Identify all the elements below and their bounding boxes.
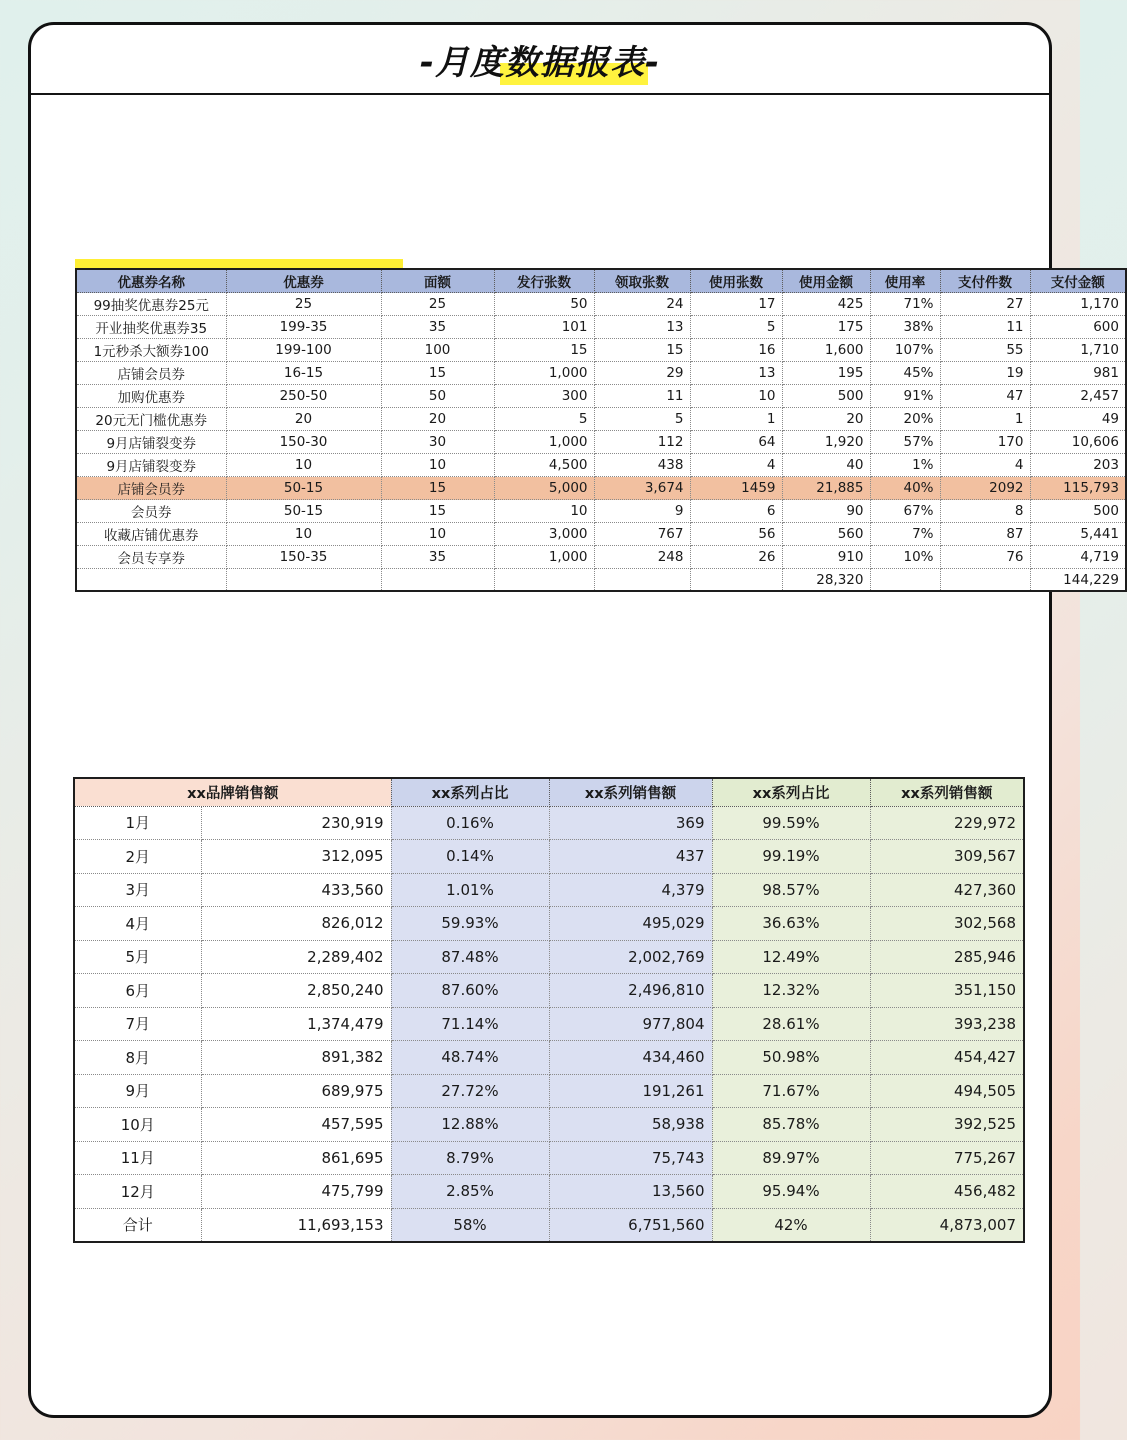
sales-cell-series2_pct-r5: 12.32%: [712, 974, 870, 1008]
sales-cell-brand_sales-r0: 230,919: [201, 806, 391, 840]
coupon-cell-r10-c9: 5,441: [1030, 523, 1126, 546]
coupon-cell-r11-c2: 35: [381, 546, 494, 569]
coupon-cell-r4-c6: 500: [782, 385, 870, 408]
coupon-cell-r8-c2: 15: [381, 477, 494, 500]
coupon-cell-r10-c4: 767: [594, 523, 690, 546]
sales-cell-series2_pct-r10: 89.97%: [712, 1141, 870, 1175]
sales-cell-series1_sales-r7: 434,460: [549, 1041, 712, 1075]
sales-cell-series2_pct-r4: 12.49%: [712, 940, 870, 974]
coupon-total-cell-6: 28,320: [782, 569, 870, 592]
coupon-table-row: [76, 454, 1126, 477]
coupon-cell-r11-c8: 76: [940, 546, 1030, 569]
coupon-col-header-4: 领取张数: [594, 269, 690, 293]
sales-cell-series2_sales-r11: 456,482: [870, 1175, 1024, 1209]
sales-cell-series2_pct-r7: 50.98%: [712, 1041, 870, 1075]
coupon-cell-r10-c3: 3,000: [494, 523, 594, 546]
coupon-table-highlight-bar: [75, 259, 403, 268]
coupon-cell-r6-c9: 10,606: [1030, 431, 1126, 454]
coupon-cell-r10-c5: 56: [690, 523, 782, 546]
coupon-cell-r4-c4: 11: [594, 385, 690, 408]
coupon-cell-r0-c5: 17: [690, 293, 782, 316]
sales-cell-brand_sales-r11: 475,799: [201, 1175, 391, 1209]
title-bar: [31, 25, 1049, 95]
coupon-cell-r0-c2: 25: [381, 293, 494, 316]
sales-cell-series1_sales-r2: 4,379: [549, 873, 712, 907]
coupon-cell-r3-c0: 店铺会员券: [76, 362, 226, 385]
coupon-table-row: [76, 408, 1126, 431]
sales-cell-brand_sales-r6: 1,374,479: [201, 1007, 391, 1041]
sales-cell-series1_pct-r4: 87.48%: [391, 940, 549, 974]
sales-cell-series2_pct-r12: 42%: [712, 1208, 870, 1242]
coupon-cell-r8-c7: 40%: [870, 477, 940, 500]
sales-cell-series1_pct-r7: 48.74%: [391, 1041, 549, 1075]
coupon-cell-r3-c7: 45%: [870, 362, 940, 385]
coupon-cell-r4-c5: 10: [690, 385, 782, 408]
coupon-cell-r4-c2: 50: [381, 385, 494, 408]
coupon-cell-r0-c1: 25: [226, 293, 381, 316]
coupon-cell-r1-c3: 101: [494, 316, 594, 339]
coupon-cell-r11-c9: 4,719: [1030, 546, 1126, 569]
coupon-cell-r8-c4: 3,674: [594, 477, 690, 500]
coupon-cell-r6-c3: 1,000: [494, 431, 594, 454]
coupon-cell-r8-c9: 115,793: [1030, 477, 1126, 500]
coupon-cell-r2-c9: 1,710: [1030, 339, 1126, 362]
sales-cell-month-r4: 5月: [74, 940, 201, 974]
sales-cell-series1_pct-r6: 71.14%: [391, 1007, 549, 1041]
coupon-cell-r7-c5: 4: [690, 454, 782, 477]
coupon-cell-r1-c5: 5: [690, 316, 782, 339]
sales-table-row: [74, 1175, 1024, 1209]
coupon-cell-r6-c6: 1,920: [782, 431, 870, 454]
coupon-cell-r3-c9: 981: [1030, 362, 1126, 385]
coupon-cell-r8-c1: 50-15: [226, 477, 381, 500]
sales-cell-series2_pct-r2: 98.57%: [712, 873, 870, 907]
coupon-cell-r6-c7: 57%: [870, 431, 940, 454]
coupon-col-header-8: 支付件数: [940, 269, 1030, 293]
sales-cell-series1_sales-r6: 977,804: [549, 1007, 712, 1041]
coupon-cell-r4-c3: 300: [494, 385, 594, 408]
coupon-total-cell-4: [594, 569, 690, 592]
coupon-cell-r3-c4: 29: [594, 362, 690, 385]
sales-cell-series2_sales-r3: 302,568: [870, 907, 1024, 941]
sales-cell-series1_pct-r1: 0.14%: [391, 840, 549, 874]
page-title: -月度数据报表-: [419, 42, 661, 83]
sales-cell-month-r10: 11月: [74, 1141, 201, 1175]
sales-cell-series2_sales-r5: 351,150: [870, 974, 1024, 1008]
sales-cell-brand_sales-r5: 2,850,240: [201, 974, 391, 1008]
coupon-cell-r5-c6: 20: [782, 408, 870, 431]
coupon-cell-r6-c8: 170: [940, 431, 1030, 454]
coupon-cell-r5-c0: 20元无门槛优惠券: [76, 408, 226, 431]
coupon-cell-r2-c7: 107%: [870, 339, 940, 362]
sales-cell-month-r1: 2月: [74, 840, 201, 874]
sales-cell-series1_pct-r11: 2.85%: [391, 1175, 549, 1209]
coupon-col-header-5: 使用张数: [690, 269, 782, 293]
sales-table-row: [74, 1041, 1024, 1075]
sales-cell-series2_pct-r1: 99.19%: [712, 840, 870, 874]
sales-cell-brand_sales-r7: 891,382: [201, 1041, 391, 1075]
sales-table-row: [74, 1007, 1024, 1041]
coupon-cell-r7-c8: 4: [940, 454, 1030, 477]
coupon-cell-r6-c0: 9月店铺裂变券: [76, 431, 226, 454]
coupon-table-row: [76, 523, 1126, 546]
coupon-cell-r5-c2: 20: [381, 408, 494, 431]
sales-cell-brand_sales-r3: 826,012: [201, 907, 391, 941]
coupon-cell-r9-c0: 会员券: [76, 500, 226, 523]
coupon-table-header-row: [76, 269, 1126, 293]
coupon-cell-r1-c2: 35: [381, 316, 494, 339]
report-card: [28, 22, 1119, 1418]
coupon-cell-r0-c6: 425: [782, 293, 870, 316]
sales-cell-series2_sales-r1: 309,567: [870, 840, 1024, 874]
coupon-total-cell-2: [381, 569, 494, 592]
coupon-cell-r8-c6: 21,885: [782, 477, 870, 500]
coupon-cell-r4-c0: 加购优惠券: [76, 385, 226, 408]
coupon-cell-r2-c6: 1,600: [782, 339, 870, 362]
coupon-total-cell-0: [76, 569, 226, 592]
coupon-table-row: [76, 385, 1126, 408]
coupon-cell-r7-c6: 40: [782, 454, 870, 477]
sales-cell-series2_pct-r0: 99.59%: [712, 806, 870, 840]
coupon-cell-r4-c1: 250-50: [226, 385, 381, 408]
coupon-table-row: [76, 500, 1126, 523]
sales-table: [73, 777, 1025, 1243]
sales-col-header-2: xx系列销售额: [549, 778, 712, 806]
sales-col-header-1: xx系列占比: [391, 778, 549, 806]
coupon-cell-r10-c1: 10: [226, 523, 381, 546]
coupon-cell-r2-c4: 15: [594, 339, 690, 362]
coupon-cell-r10-c0: 收藏店铺优惠券: [76, 523, 226, 546]
coupon-table-row: [76, 477, 1126, 500]
coupon-cell-r11-c0: 会员专享券: [76, 546, 226, 569]
coupon-cell-r5-c9: 49: [1030, 408, 1126, 431]
coupon-cell-r9-c3: 10: [494, 500, 594, 523]
sales-cell-month-r12: 合计: [74, 1208, 201, 1242]
sales-cell-series1_sales-r12: 6,751,560: [549, 1208, 712, 1242]
coupon-table-row: [76, 316, 1126, 339]
sales-cell-series1_sales-r3: 495,029: [549, 907, 712, 941]
sales-cell-month-r11: 12月: [74, 1175, 201, 1209]
sales-cell-series2_sales-r0: 229,972: [870, 806, 1024, 840]
sales-cell-series2_sales-r12: 4,873,007: [870, 1208, 1024, 1242]
coupon-cell-r8-c0: 店铺会员券: [76, 477, 226, 500]
sales-cell-brand_sales-r10: 861,695: [201, 1141, 391, 1175]
sales-cell-series1_pct-r10: 8.79%: [391, 1141, 549, 1175]
coupon-total-cell-8: [940, 569, 1030, 592]
sales-col-header-4: xx系列销售额: [870, 778, 1024, 806]
coupon-cell-r0-c9: 1,170: [1030, 293, 1126, 316]
sales-table-row: [74, 806, 1024, 840]
coupon-cell-r7-c7: 1%: [870, 454, 940, 477]
sales-cell-month-r5: 6月: [74, 974, 201, 1008]
sales-cell-series1_pct-r3: 59.93%: [391, 907, 549, 941]
sales-cell-series1_sales-r9: 58,938: [549, 1108, 712, 1142]
coupon-total-cell-3: [494, 569, 594, 592]
sales-cell-series1_pct-r2: 1.01%: [391, 873, 549, 907]
sales-cell-month-r2: 3月: [74, 873, 201, 907]
coupon-cell-r11-c4: 248: [594, 546, 690, 569]
coupon-cell-r7-c1: 10: [226, 454, 381, 477]
coupon-total-cell-9: 144,229: [1030, 569, 1126, 592]
coupon-cell-r9-c6: 90: [782, 500, 870, 523]
coupon-total-cell-1: [226, 569, 381, 592]
coupon-cell-r8-c8: 2092: [940, 477, 1030, 500]
sales-cell-brand_sales-r1: 312,095: [201, 840, 391, 874]
sales-cell-series2_sales-r9: 392,525: [870, 1108, 1024, 1142]
sales-col-header-0: xx品牌销售额: [74, 778, 391, 806]
sales-cell-series2_pct-r6: 28.61%: [712, 1007, 870, 1041]
coupon-cell-r2-c0: 1元秒杀大额券100: [76, 339, 226, 362]
sales-table-row: [74, 1141, 1024, 1175]
coupon-table-row: [76, 339, 1126, 362]
coupon-cell-r7-c9: 203: [1030, 454, 1126, 477]
sales-cell-series1_sales-r1: 437: [549, 840, 712, 874]
sales-cell-series1_sales-r8: 191,261: [549, 1074, 712, 1108]
coupon-cell-r9-c1: 50-15: [226, 500, 381, 523]
coupon-table-row: [76, 546, 1126, 569]
sales-cell-series2_pct-r9: 85.78%: [712, 1108, 870, 1142]
sales-cell-series1_pct-r0: 0.16%: [391, 806, 549, 840]
coupon-cell-r9-c8: 8: [940, 500, 1030, 523]
coupon-cell-r7-c3: 4,500: [494, 454, 594, 477]
coupon-cell-r3-c1: 16-15: [226, 362, 381, 385]
sales-table-row: [74, 907, 1024, 941]
coupon-cell-r1-c0: 开业抽奖优惠券35: [76, 316, 226, 339]
coupon-table-row: [76, 362, 1126, 385]
coupon-table-total-row: [76, 569, 1126, 592]
sales-cell-series1_sales-r4: 2,002,769: [549, 940, 712, 974]
coupon-cell-r4-c8: 47: [940, 385, 1030, 408]
coupon-col-header-6: 使用金额: [782, 269, 870, 293]
coupon-col-header-3: 发行张数: [494, 269, 594, 293]
sales-cell-series1_sales-r11: 13,560: [549, 1175, 712, 1209]
coupon-cell-r10-c8: 87: [940, 523, 1030, 546]
sales-cell-brand_sales-r8: 689,975: [201, 1074, 391, 1108]
coupon-cell-r1-c4: 13: [594, 316, 690, 339]
coupon-cell-r5-c7: 20%: [870, 408, 940, 431]
coupon-cell-r2-c1: 199-100: [226, 339, 381, 362]
coupon-col-header-7: 使用率: [870, 269, 940, 293]
coupon-cell-r9-c9: 500: [1030, 500, 1126, 523]
coupon-cell-r11-c5: 26: [690, 546, 782, 569]
coupon-cell-r5-c8: 1: [940, 408, 1030, 431]
coupon-cell-r1-c7: 38%: [870, 316, 940, 339]
sales-cell-series2_sales-r7: 454,427: [870, 1041, 1024, 1075]
sales-table-row: [74, 1108, 1024, 1142]
coupon-cell-r5-c1: 20: [226, 408, 381, 431]
coupon-cell-r9-c5: 6: [690, 500, 782, 523]
coupon-cell-r10-c6: 560: [782, 523, 870, 546]
coupon-cell-r5-c5: 1: [690, 408, 782, 431]
coupon-cell-r6-c1: 150-30: [226, 431, 381, 454]
coupon-cell-r11-c7: 10%: [870, 546, 940, 569]
coupon-col-header-1: 优惠券: [226, 269, 381, 293]
coupon-table-row: [76, 431, 1126, 454]
coupon-cell-r11-c1: 150-35: [226, 546, 381, 569]
coupon-cell-r1-c6: 175: [782, 316, 870, 339]
coupon-cell-r0-c7: 71%: [870, 293, 940, 316]
sales-cell-series2_sales-r6: 393,238: [870, 1007, 1024, 1041]
coupon-cell-r3-c8: 19: [940, 362, 1030, 385]
sales-cell-brand_sales-r9: 457,595: [201, 1108, 391, 1142]
coupon-total-cell-7: [870, 569, 940, 592]
coupon-cell-r8-c5: 1459: [690, 477, 782, 500]
coupon-cell-r0-c3: 50: [494, 293, 594, 316]
sales-cell-series1_sales-r10: 75,743: [549, 1141, 712, 1175]
coupon-table: [75, 268, 1127, 592]
coupon-cell-r6-c4: 112: [594, 431, 690, 454]
sales-cell-series1_sales-r0: 369: [549, 806, 712, 840]
coupon-cell-r1-c8: 11: [940, 316, 1030, 339]
sales-cell-month-r0: 1月: [74, 806, 201, 840]
coupon-cell-r1-c1: 199-35: [226, 316, 381, 339]
sales-cell-series1_pct-r12: 58%: [391, 1208, 549, 1242]
coupon-cell-r2-c8: 55: [940, 339, 1030, 362]
coupon-total-cell-5: [690, 569, 782, 592]
coupon-cell-r2-c3: 15: [494, 339, 594, 362]
coupon-cell-r0-c8: 27: [940, 293, 1030, 316]
sales-cell-series1_pct-r5: 87.60%: [391, 974, 549, 1008]
coupon-cell-r6-c2: 30: [381, 431, 494, 454]
coupon-cell-r4-c9: 2,457: [1030, 385, 1126, 408]
sales-cell-series2_sales-r2: 427,360: [870, 873, 1024, 907]
sales-col-header-3: xx系列占比: [712, 778, 870, 806]
coupon-cell-r9-c4: 9: [594, 500, 690, 523]
coupon-col-header-9: 支付金额: [1030, 269, 1126, 293]
coupon-cell-r4-c7: 91%: [870, 385, 940, 408]
sales-table-row: [74, 940, 1024, 974]
sales-cell-series2_pct-r3: 36.63%: [712, 907, 870, 941]
coupon-cell-r3-c5: 13: [690, 362, 782, 385]
coupon-cell-r10-c7: 7%: [870, 523, 940, 546]
sales-table-row: [74, 873, 1024, 907]
sales-table-row: [74, 1074, 1024, 1108]
coupon-cell-r0-c0: 99抽奖优惠券25元: [76, 293, 226, 316]
coupon-cell-r2-c2: 100: [381, 339, 494, 362]
sales-cell-brand_sales-r2: 433,560: [201, 873, 391, 907]
sales-cell-month-r7: 8月: [74, 1041, 201, 1075]
coupon-cell-r9-c7: 67%: [870, 500, 940, 523]
sales-cell-brand_sales-r4: 2,289,402: [201, 940, 391, 974]
sales-cell-series2_pct-r11: 95.94%: [712, 1175, 870, 1209]
coupon-cell-r9-c2: 15: [381, 500, 494, 523]
sales-cell-series2_sales-r10: 775,267: [870, 1141, 1024, 1175]
sales-cell-month-r6: 7月: [74, 1007, 201, 1041]
sales-cell-month-r8: 9月: [74, 1074, 201, 1108]
coupon-cell-r7-c0: 9月店铺裂变券: [76, 454, 226, 477]
coupon-cell-r7-c4: 438: [594, 454, 690, 477]
coupon-col-header-0: 优惠券名称: [76, 269, 226, 293]
sales-cell-month-r3: 4月: [74, 907, 201, 941]
sales-table-row: [74, 974, 1024, 1008]
coupon-table-row: [76, 293, 1126, 316]
coupon-cell-r11-c6: 910: [782, 546, 870, 569]
coupon-cell-r3-c3: 1,000: [494, 362, 594, 385]
coupon-cell-r2-c5: 16: [690, 339, 782, 362]
sales-cell-series1_sales-r5: 2,496,810: [549, 974, 712, 1008]
sales-cell-series1_pct-r8: 27.72%: [391, 1074, 549, 1108]
coupon-cell-r1-c9: 600: [1030, 316, 1126, 339]
coupon-cell-r3-c2: 15: [381, 362, 494, 385]
coupon-cell-r11-c3: 1,000: [494, 546, 594, 569]
coupon-cell-r10-c2: 10: [381, 523, 494, 546]
coupon-cell-r8-c3: 5,000: [494, 477, 594, 500]
coupon-cell-r3-c6: 195: [782, 362, 870, 385]
sales-table-total-row: [74, 1208, 1024, 1242]
coupon-cell-r5-c3: 5: [494, 408, 594, 431]
sales-table-header-row: [74, 778, 1024, 806]
sales-cell-series2_sales-r4: 285,946: [870, 940, 1024, 974]
sales-cell-series2_sales-r8: 494,505: [870, 1074, 1024, 1108]
coupon-cell-r6-c5: 64: [690, 431, 782, 454]
sales-cell-series1_pct-r9: 12.88%: [391, 1108, 549, 1142]
coupon-cell-r0-c4: 24: [594, 293, 690, 316]
coupon-cell-r7-c2: 10: [381, 454, 494, 477]
coupon-col-header-2: 面额: [381, 269, 494, 293]
sales-cell-series2_pct-r8: 71.67%: [712, 1074, 870, 1108]
coupon-cell-r5-c4: 5: [594, 408, 690, 431]
sales-table-row: [74, 840, 1024, 874]
sales-cell-brand_sales-r12: 11,693,153: [201, 1208, 391, 1242]
sales-cell-month-r9: 10月: [74, 1108, 201, 1142]
